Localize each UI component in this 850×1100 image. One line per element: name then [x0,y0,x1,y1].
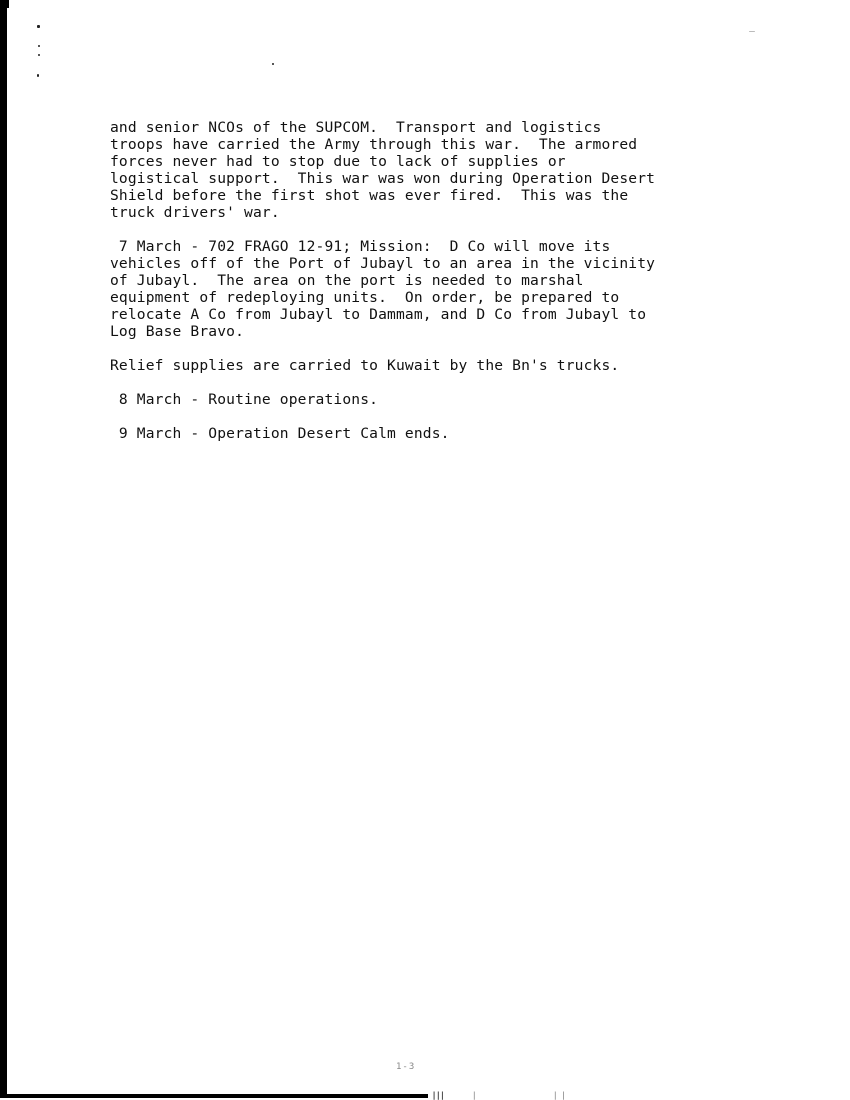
march-9-entry [110,425,750,442]
scan-speck [38,45,40,47]
text-line: logistical support. This war was won during Operation Desert [110,170,656,187]
relief-supplies-paragraph [110,357,750,374]
scan-speck [38,54,40,56]
text-line: equipment of redeploying units. On order, be prepared to [110,289,620,306]
scan-footer-mark: ┃┃┃ [432,1092,445,1100]
paragraph-gap [110,408,750,425]
text-line: vehicles off of the Port of Jubayl to an area in the vicinity [110,255,656,272]
text-line: troops have carried the Army through this war. The armored [110,136,638,153]
paragraph-gap [110,374,750,391]
text-line: 7 March - 702 FRAGO 12-91; Mission: D Co will move its [110,238,611,255]
scan-speck [37,74,39,77]
text-line: forces never had to stop due to lack of supplies or [110,153,566,170]
march-8-entry [110,391,750,408]
scan-speck [749,31,755,32]
scan-edge-left [0,0,7,1097]
scan-edge-bottom [0,1094,428,1098]
text-line: 8 March - Routine operations. [110,391,379,408]
supcom-paragraph [110,119,750,221]
text-line: Shield before the first shot was ever fired. This was the [110,187,629,204]
text-line: of Jubayl. The area on the port is needed to marshal [110,272,584,289]
march-7-entry [110,238,750,340]
page-number: 1-3 [396,1062,416,1072]
text-line: 9 March - Operation Desert Calm ends. [110,425,450,442]
scan-footer-mark: │ │ [553,1092,566,1100]
paragraph-gap [110,221,750,238]
text-line: and senior NCOs of the SUPCOM. Transport and logistics [110,119,602,136]
document-page [110,119,750,442]
scan-speck [272,63,274,65]
text-line: Relief supplies are carried to Kuwait by the Bn's trucks. [110,357,620,374]
scan-speck [37,25,40,28]
text-line: Log Base Bravo. [110,323,245,340]
scan-edge-corner [0,0,9,8]
text-line: relocate A Co from Jubayl to Dammam, and D Co from Jubayl to [110,306,647,323]
text-line: truck drivers' war. [110,204,280,221]
paragraph-gap [110,340,750,357]
scan-footer-mark: │ [472,1092,477,1100]
